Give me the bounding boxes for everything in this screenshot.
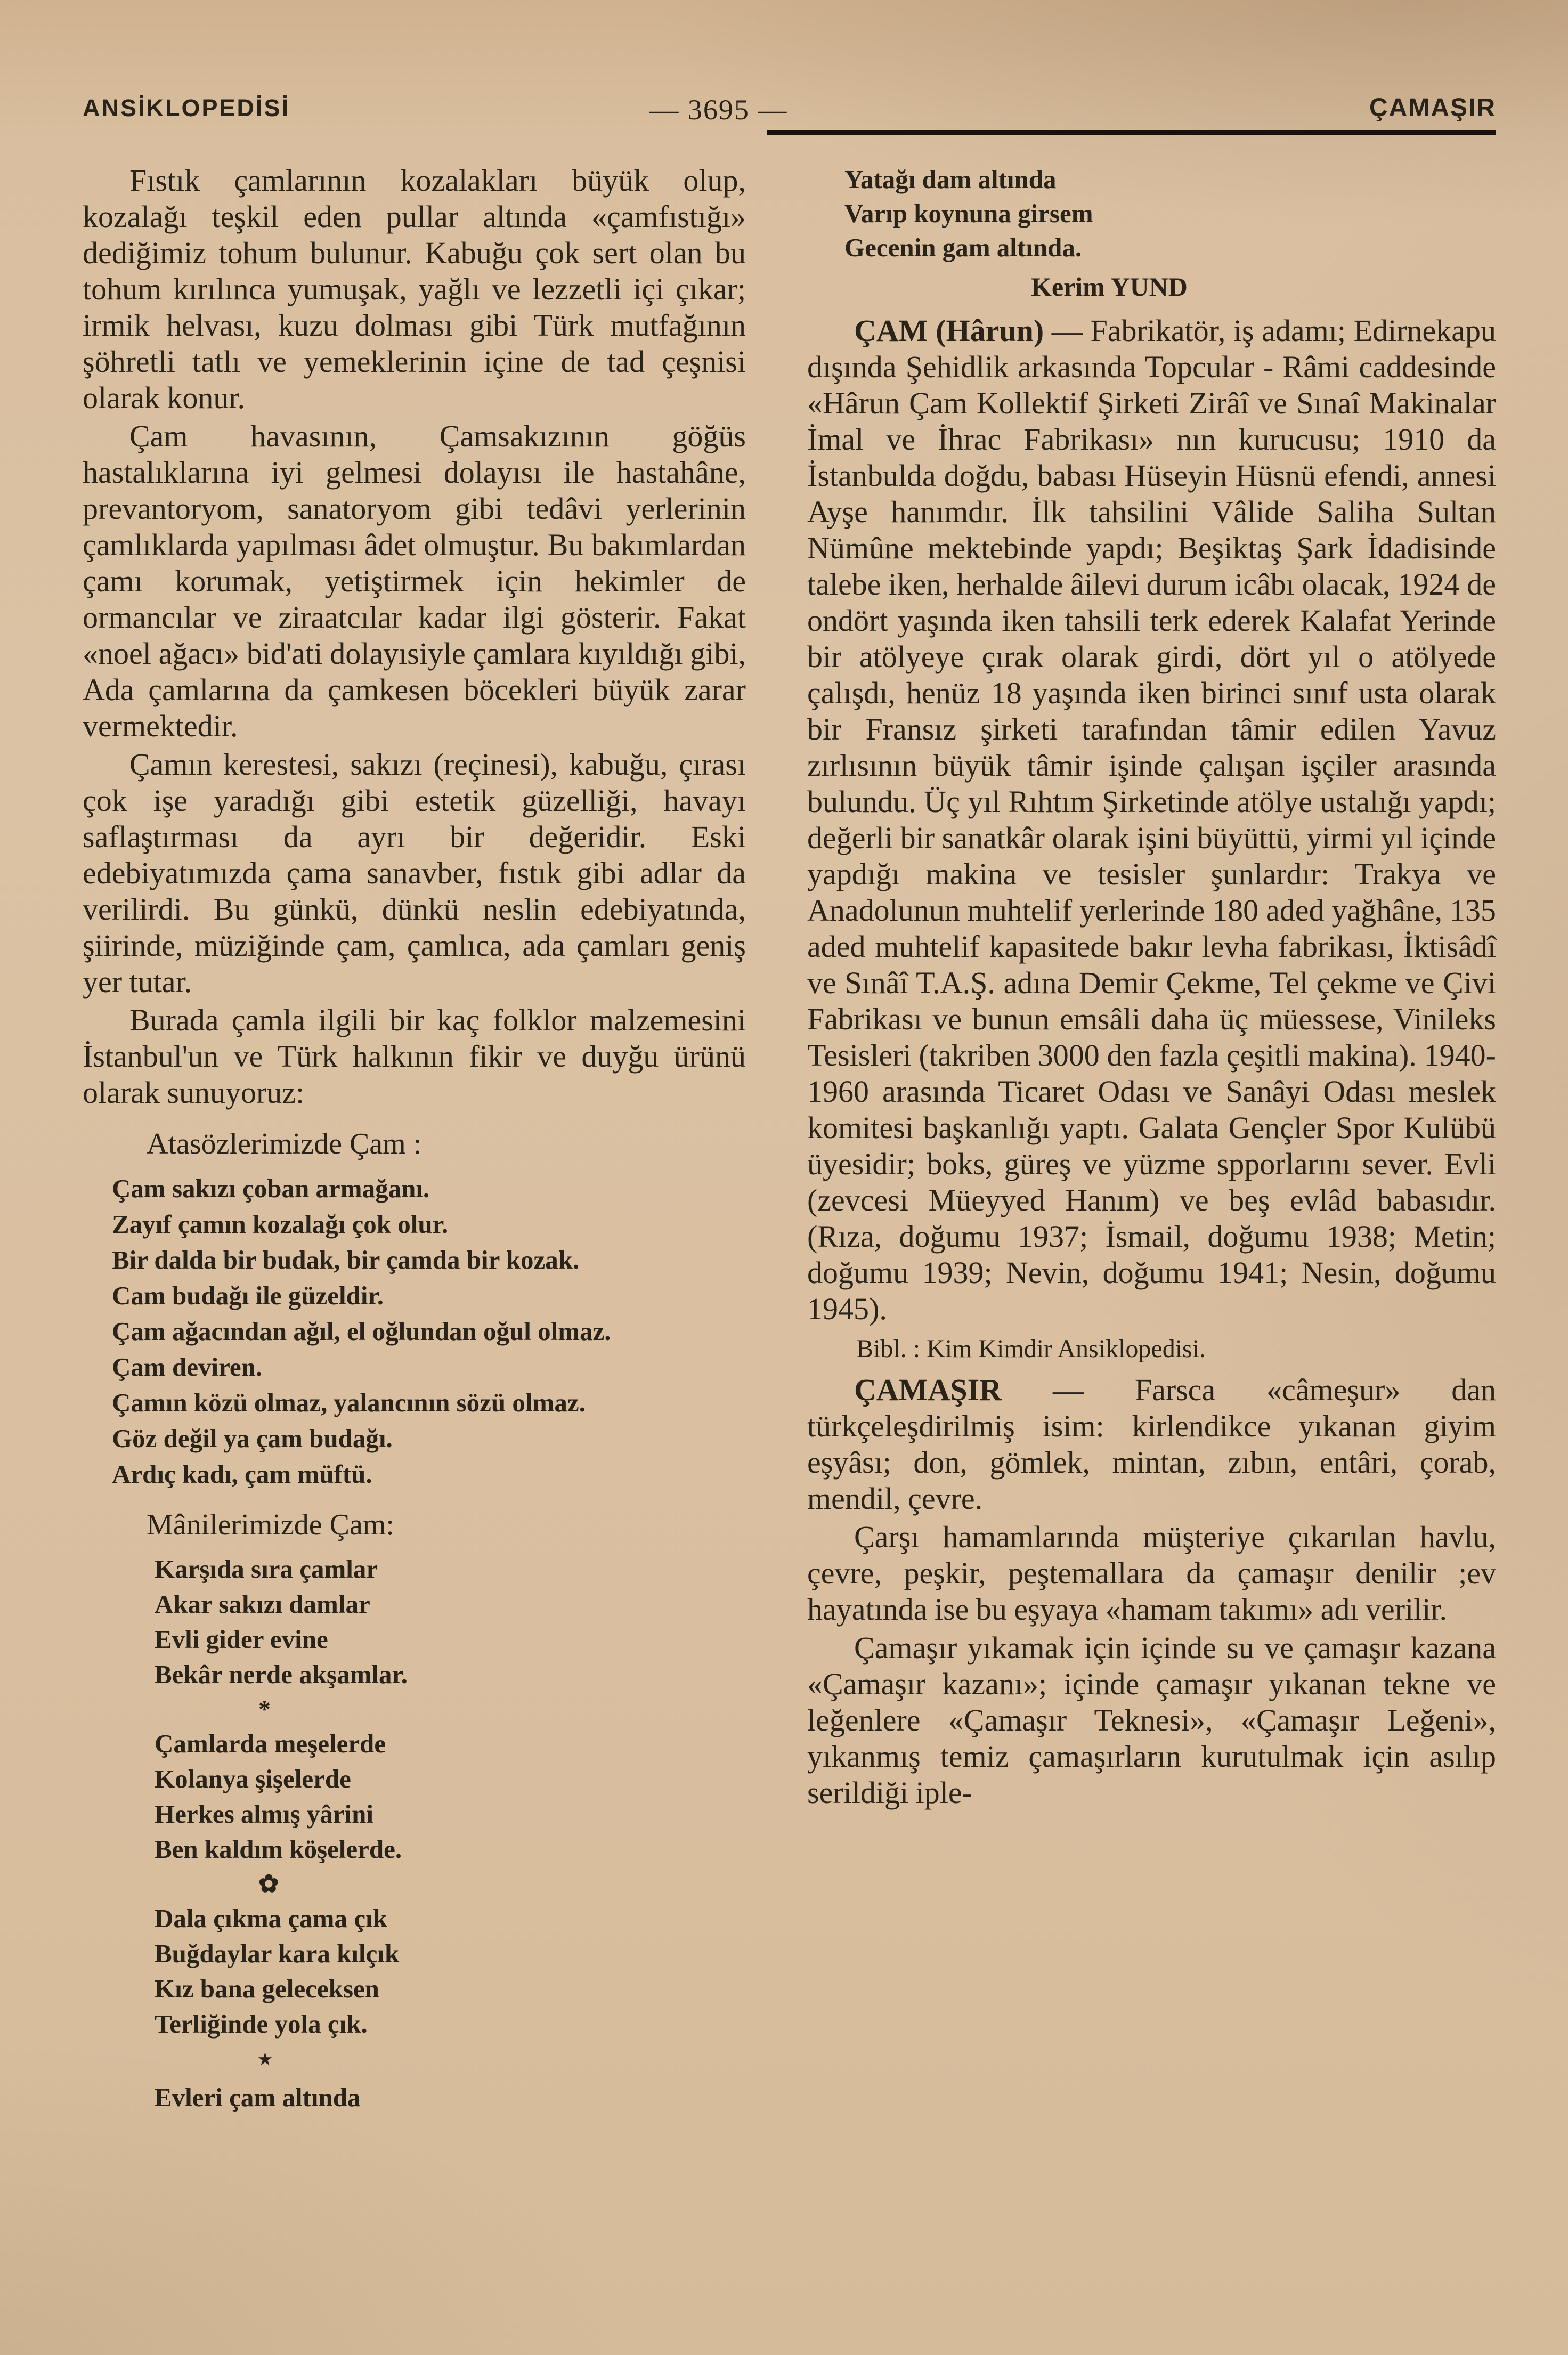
mani-line: Evleri çam altında [155,2083,361,2112]
paragraph: Burada çamla ilgili bir kaç folklor malzemesini İstanbul'un ve Türk halkının fikir ve duyğu ürünü olarak sunuyoruz: [83,1003,746,1110]
proverb-item: Çam ağacından ağıl, el oğlundan oğul olmaz. [112,1317,611,1346]
mani-line: Herkes almış yârini [155,1799,374,1829]
proverbs-list [83,1171,746,1492]
paragraph: Çamın kerestesi, sakızı (reçinesi), kabuğu, çırası çok işe yaradığı gibi estetik güzelliği, havayı saflaştırması da ayrı bir değeridir. Eski edebiyatımızda çama sanavber, fıstık gibi adlar da verilirdi. Bu günkü, dünkü neslin edebiyatında, şiirinde, müziğinde çam, çamlıca, ada çamları geniş yer tutar. [83,747,746,999]
encyclopedia-entry-camasir [807,1372,1496,1517]
mani-line: Ben kaldım köşelerde. [155,1834,402,1864]
paragraph: Çamaşır yıkamak için içinde su ve çamaşır kazana «Çamaşır kazanı»; içinde çamaşır yıkanan tekne ve leğenlere «Çamaşır Teknesi», «Çamaşır Leğeni», yıkanmış temiz çamaşırların kurutulmak için asılıp serildiği iple- [807,1630,1496,1810]
mani-stanza [83,1726,746,1898]
paragraph: Fıstık çamlarının kozalakları büyük olup, kozalağı teşkil eden pullar altında «çamfıstığı» dediğimiz tohum bulunur. Kabuğu çok sert olan bu tohum kırılınca yumuşak, yağlı ve lezzetli içi çıkar; irmik helvası, kuzu dolması gibi Türk mutfağının şöhretli tatlı ve yemeklerinin içine de tad çeşnisi olarak konur. [83,163,746,415]
proverb-item: Zayıf çamın kozalağı çok olur. [112,1209,449,1239]
mani-line: Karşıda sıra çamlar [155,1554,378,1583]
left-column [83,163,746,2115]
mani-stanza [83,1552,746,1723]
mani-line: Çamlarda meşelerde [155,1729,386,1758]
page-header [83,93,1496,126]
proverb-item: Çam deviren. [112,1352,263,1382]
right-column [807,163,1496,2115]
entry-text: — Fabrikatör, iş adamı; Edirnekapu dışında Şehidlik arkasında Topcular - Râmi caddesinde «Hârun Çam Kollektif Şirketi Zirâî ve Sınaî Makinalar İmal ve İhrac Fabrikası» nın kurucusu; 1910 da İstanbulda doğdu, babası Hüseyin Hüsnü efendi, annesi Ayşe hanımdır. İlk tahsilini Vâlide Saliha Sultan Nümûne mektebinde yapdı; Beşiktaş Şark İdadisinde talebe iken, herhalde âilevi durum icâbı olacak, 1924 de ondört yaşında iken tahsili terk ederek Kalafat Yerinde bir atölyeye çırak olarak girdi, dört yıl o atölyede çalışdı, henüz 18 yaşında iken birinci sınıf usta olarak bir Fransız şirketi tarafından tâmir edilen Yavuz zırlısının büyük tâmir işinde çalışan işçiler arasında bulundu. Üç yıl Rıhtım Şirketinde atölye ustalığı yapdı; değerli bir sanatkâr olarak işini büyüttü, yirmi yıl içinde yapdığı makina ve tesisler şunlardır: Trakya ve Anadolunun muhtelif yerlerinde 180 aded yağhâne, 135 aded muhtelif kapasitede bakır levha fabrikası, İktisâdî ve Sınâî T.A.Ş. adına Demir Çekme, Tel çekme ve Çivi Fabrikası ve bunun emsâli daha üç müessese, Vinileks Tesisleri (takriben 3000 den fazla çeşitli makina). 1940-1960 arasında Ticaret Odası ve Sanâyi Odası meslek komitesi başkanlığı yaptı. Galata Gençler Spor Kulübü üyesidir; boks, güreş ve yüzme spporlarını sever. Evli (zevcesi Müeyyed Hanım) ve beş evlâd babasıdır. (Rıza, doğumu 1937; İsmail, doğumu 1938; Metin; doğumu 1939; Nevin, doğumu 1941; Nesin, doğumu 1945). [807,313,1496,1326]
mani-line: Akar sakızı damlar [155,1589,370,1619]
mani-stanza [83,1901,746,2073]
proverb-item: Göz değil ya çam budağı. [112,1424,393,1453]
encyclopedia-entry-cam-harun [807,313,1496,1327]
bibliography-line: Bibl. : Kim Kimdir Ansiklopedisi. [856,1335,1206,1363]
page-number: — 3695 — [649,94,788,126]
paragraph: Çam havasının, Çamsakızının göğüs hastalıklarına iyi gelmesi dolayısı ile hastahâne, prevantoryom, sanatoryom gibi tedâvi yerlerinin çamlıklarda yapılması âdet olmuştur. Bu bakımlardan çamı korumak, yetiştirmek için hekimler de ormancılar ve ziraatcılar kadar ilgi gösterir. Fakat «noel ağacı» bid'ati dolayısiyle çamlara kıyıldığı gibi, Ada çamlarına da çamkesen böcekleri büyük zarar vermektedir. [83,419,746,743]
mani-line: Kız bana geleceksen [155,1974,379,2003]
poem-line: Yatağı dam altında [844,165,1057,194]
poem-line: Varıp koynuna girsem [844,199,1093,228]
mani-line: Buğdaylar kara kılçık [155,1939,400,1968]
mani-line: Evli gider evine [155,1625,328,1654]
content-columns [83,163,1496,2115]
proverb-item: Ardıç kadı, çam müftü. [112,1459,372,1489]
stanza-separator-ornament: ✿ [258,1870,279,1897]
proverbs-heading: Atasözlerimizde Çam : [147,1127,422,1160]
proverb-item: Cam budağı ile güzeldir. [112,1281,384,1310]
entry-text: — Farsca «câmeşur» dan türkçeleşdirilmiş isim: kirlendikce yıkanan giyim eşyâsı; don, gömlek, mintan, zıbın, entâri, çorab, mendil, çevre. [807,1373,1496,1516]
mani-line: Terliğinde yola çık. [155,2009,368,2039]
manis-heading: Mânilerimizde Çam: [147,1508,394,1541]
paragraph: Çarşı hamamlarında müşteriye çıkarılan havlu, çevre, peşkir, peştemallara da çamaşır denilir ;ev hayatında ise bu eşyaya «hamam takımı» adı verilir. [807,1520,1496,1627]
poem-line: Gecenin gam altında. [844,233,1082,262]
mani-line: Kolanya şişelerde [155,1764,351,1793]
header-rule [767,130,1496,135]
entry-lead: ÇAM (Hârun) [854,313,1044,348]
header-entry-title: ÇAMAŞIR [1369,94,1496,122]
entry-lead: ÇAMAŞIR [854,1373,1002,1407]
stanza-separator: * [258,1695,271,1723]
proverb-item: Çamın közü olmaz, yalancının sözü olmaz. [112,1388,586,1417]
proverb-item: Bir dalda bir budak, bir çamda bir kozak. [112,1245,580,1274]
stanza-separator: ٭ [258,2045,272,2072]
proverb-item: Çam sakızı çoban armağanı. [112,1174,430,1203]
mani-line: Bekâr nerde akşamlar. [155,1660,408,1689]
mani-line: Dala çıkma çama çık [155,1904,387,1933]
poem-author: Kerim YUND [1031,272,1188,302]
poem-continuation [807,163,1496,265]
journal-title: ANSİKLOPEDİSİ [83,94,290,121]
